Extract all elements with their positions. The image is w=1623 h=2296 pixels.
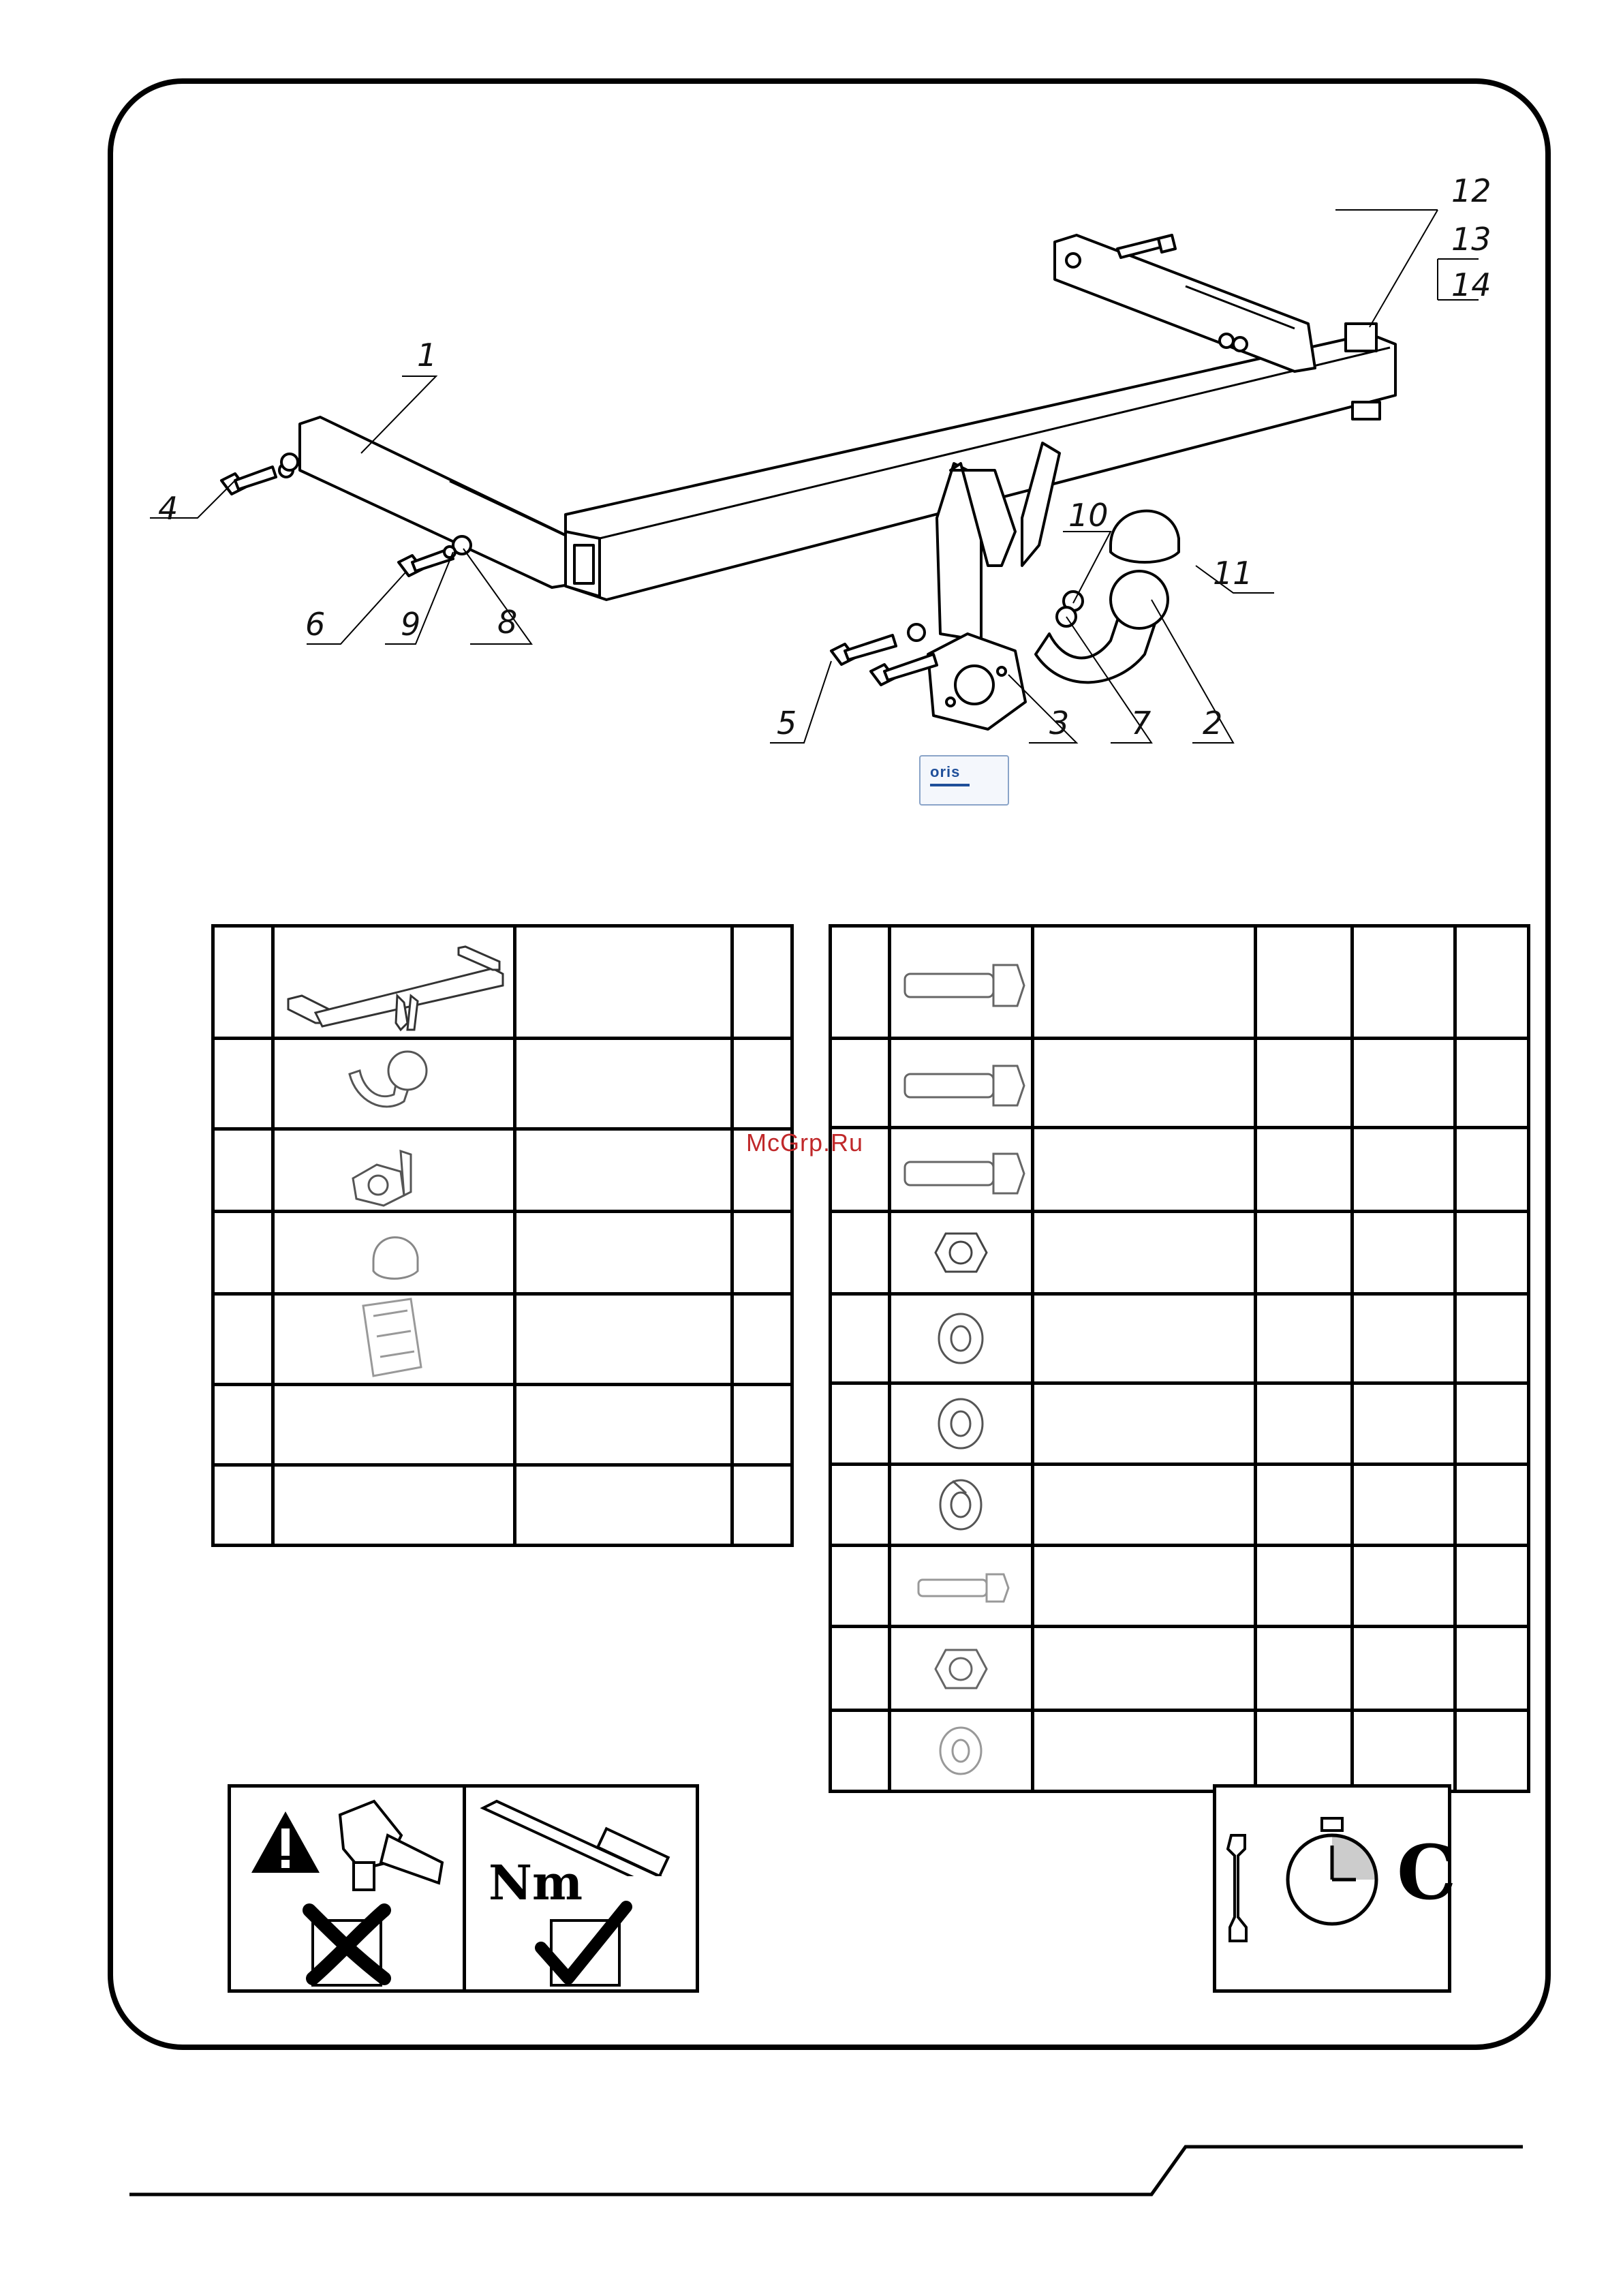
callout-13: 13 — [1451, 221, 1491, 258]
washer-thumbnail — [891, 1296, 1031, 1381]
bolt-small-thumbnail — [891, 1547, 1031, 1625]
spring-washer-thumbnail — [891, 1466, 1031, 1544]
spanner-icon — [1218, 1828, 1258, 1944]
bolt-5b — [871, 654, 937, 685]
callout-4: 4 — [158, 490, 179, 527]
warning-triangle-icon — [248, 1808, 323, 1876]
callout-5: 5 — [777, 705, 797, 741]
parts-table-right — [829, 924, 1530, 1793]
washer-large-thumbnail — [891, 1385, 1031, 1463]
bolt-5 — [831, 624, 925, 664]
tool-panel — [228, 1784, 699, 1993]
nut-thumbnail — [891, 1213, 1031, 1292]
impact-wrench-icon — [326, 1794, 456, 1897]
ball-cover — [1111, 511, 1179, 562]
callout-7: 7 — [1131, 705, 1151, 741]
callout-9: 9 — [401, 606, 421, 643]
callout-12: 12 — [1451, 172, 1491, 209]
callout-10: 10 — [1068, 497, 1109, 534]
manual-thumbnail — [275, 1296, 513, 1383]
brand-logo-text: oris — [930, 763, 961, 780]
time-letter: C — [1397, 1828, 1457, 1916]
parts-table-left — [211, 924, 794, 1547]
towball — [1111, 571, 1168, 628]
time-panel — [1213, 1784, 1457, 1993]
callout-3: 3 — [1049, 705, 1070, 741]
torque-unit-label: Nm — [489, 1854, 583, 1911]
bolt-4 — [221, 454, 298, 494]
watermark: McGrp.Ru — [746, 1129, 864, 1157]
bolt-long-thumbnail — [891, 928, 1031, 1037]
small-washer-thumbnail — [891, 1712, 1031, 1790]
nylon-nut-thumbnail — [891, 1628, 1031, 1709]
ball-cover-thumbnail — [275, 1213, 513, 1292]
callout-14: 14 — [1451, 266, 1491, 303]
towbar-thumbnail — [275, 928, 513, 1037]
stopwatch-icon — [1281, 1815, 1383, 1931]
towbar-exploded-diagram — [0, 0, 1623, 886]
socket-plate-thumbnail — [275, 1131, 513, 1210]
bolt-top — [1117, 235, 1175, 258]
checkmark-icon — [531, 1900, 633, 1989]
callout-1: 1 — [417, 337, 437, 373]
bolt-6 — [399, 536, 471, 576]
callout-6: 6 — [305, 606, 326, 643]
brand-logo — [919, 755, 1009, 806]
cross-icon — [299, 1900, 401, 1989]
callout-2: 2 — [1203, 705, 1223, 741]
callout-11: 11 — [1213, 555, 1253, 592]
bolt-medium-thumbnail — [891, 1040, 1031, 1126]
callout-8: 8 — [497, 604, 518, 641]
bolt-short-thumbnail — [891, 1129, 1031, 1210]
right-bracket — [1055, 235, 1315, 371]
towball-neck-thumbnail — [275, 1040, 513, 1127]
